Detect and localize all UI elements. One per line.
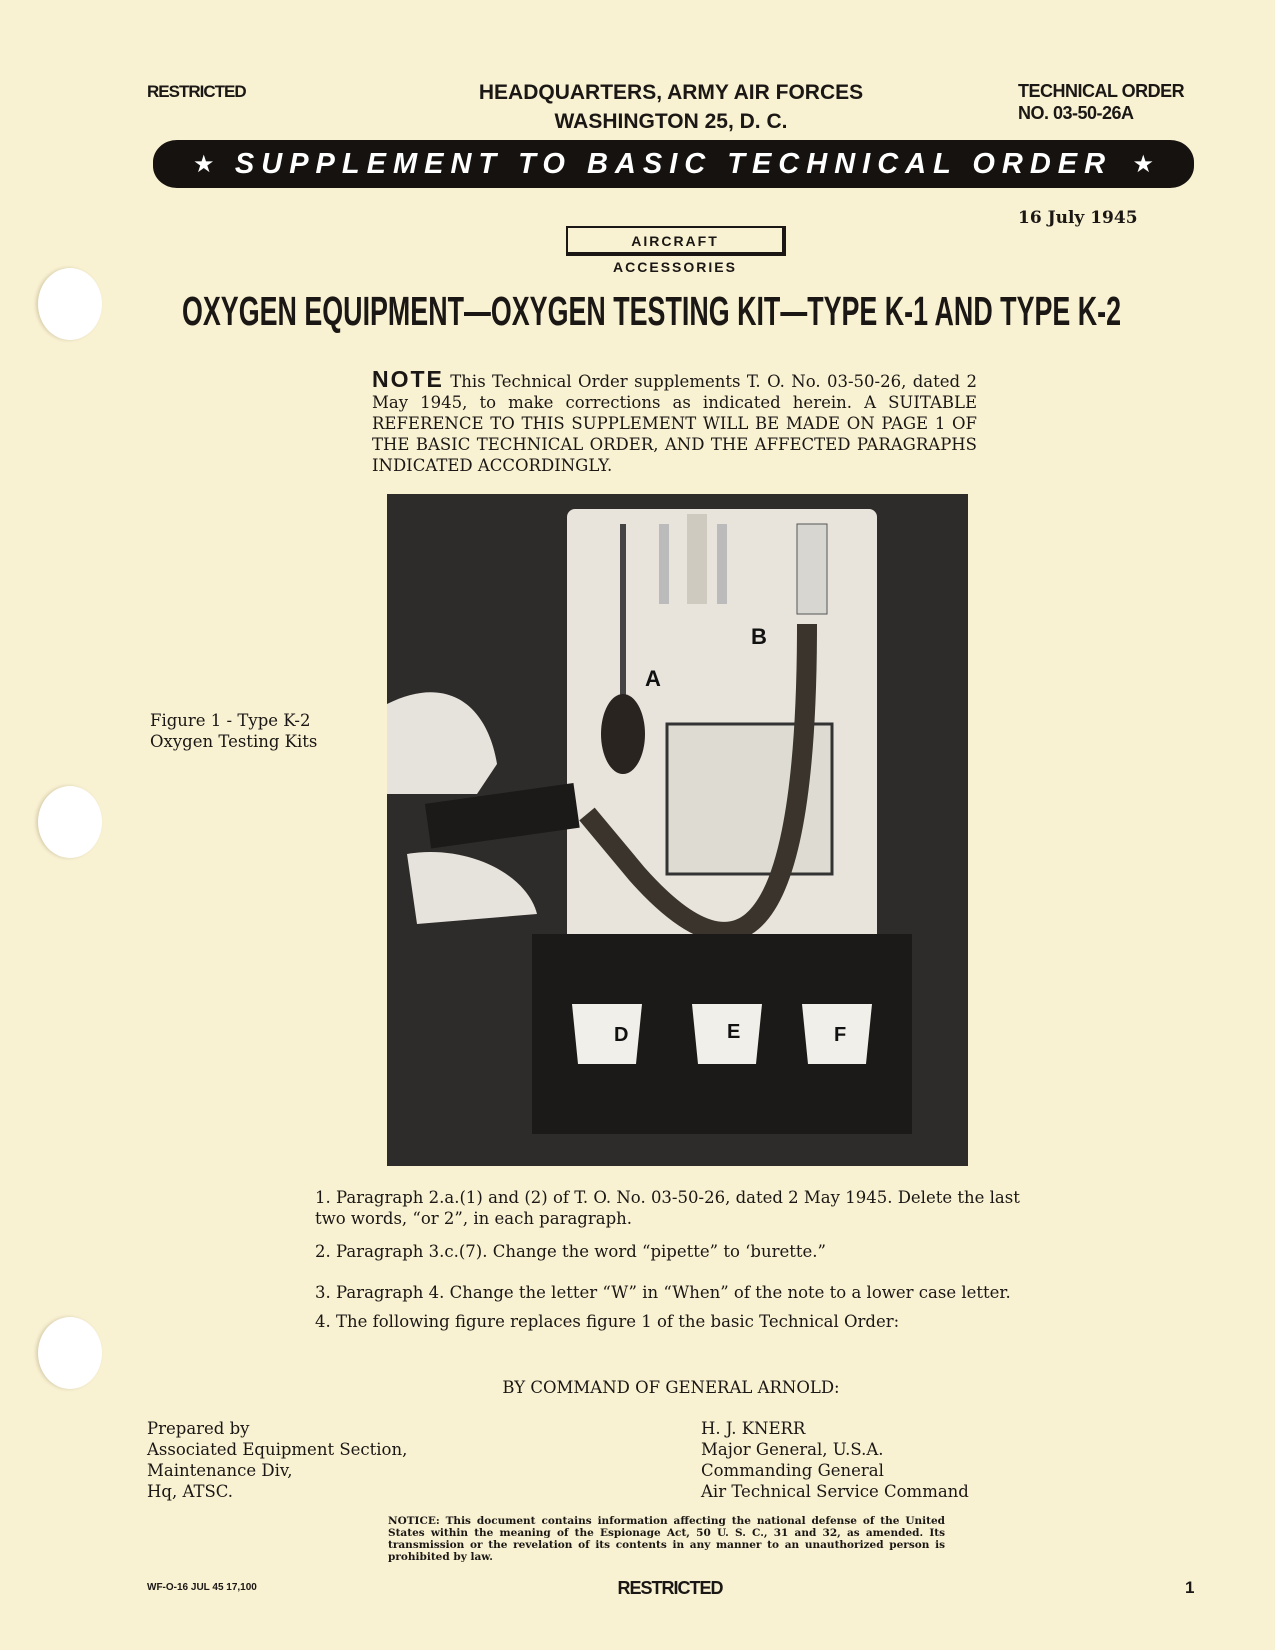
security-notice: NOTICE: This document contains information affecting the national defense of the United States within the meaning of the Espionage Act, 50 U. S. C., 31 and 32, as amended. Its transmission or the revelation of its contents in any manner to an unauthorized person is prohibited by law.	[388, 1515, 945, 1563]
restricted-footer: RESTRICTED	[617, 1578, 723, 1598]
print-code: WF-O-16 JUL 45 17,100	[147, 1582, 257, 1593]
list-item: 2. Paragraph 3.c.(7). Change the word “pipette” to ‘burette.”	[315, 1242, 826, 1261]
list-item: 3. Paragraph 4. Change the letter “W” in “When” of the note to a lower case letter.	[315, 1283, 1011, 1302]
page-number: 1	[1185, 1578, 1195, 1597]
caption-line1: Figure 1 - Type K-2	[150, 711, 311, 730]
figure-photo	[387, 494, 968, 1166]
supplement-banner	[153, 140, 1194, 188]
signature-block	[701, 1418, 969, 1502]
list-item: 1. Paragraph 2.a.(1) and (2) of T. O. No. 03-50-26, dated 2 May 1945. Delete the last two words, “or 2”, in each paragraph.	[315, 1188, 1020, 1228]
label-f: F	[834, 1024, 847, 1046]
corrections-list	[315, 1187, 1035, 1332]
restricted-header: RESTRICTED	[147, 82, 246, 101]
page-title	[182, 288, 1157, 335]
hq-line1: HEADQUARTERS, ARMY AIR FORCES	[478, 81, 864, 104]
caption-line2: Oxygen Testing Kits	[150, 732, 318, 751]
signature-line: Air Technical Service Command	[701, 1482, 969, 1501]
note-paragraph	[372, 366, 977, 476]
technical-order-number	[1018, 80, 1184, 124]
punch-hole	[38, 268, 102, 340]
label-a: A	[645, 666, 661, 691]
title-text: OXYGEN EQUIPMENT—OXYGEN TESTING KIT—TYPE K-1 AND TYPE K-2	[182, 288, 1122, 334]
label-b: B	[751, 624, 767, 649]
star-icon: ★	[193, 150, 215, 178]
star-icon: ★	[1132, 150, 1154, 178]
hq-line2: WASHINGTON 25, D. C.	[554, 110, 788, 133]
note-label: NOTE	[372, 366, 444, 392]
list-item: 4. The following figure replaces figure 1 of the basic Technical Order:	[315, 1312, 900, 1331]
note-text: This Technical Order supplements T. O. No. 03-50-26, dated 2 May 1945, to make corrections as indicated herein. A SUITABLE REFERENCE TO THIS SUPPLEMENT WILL BE MADE ON PAGE 1 OF THE BASIC TECHNICAL ORDER, AND THE AFFECTED PARAGRAPHS INDICATED ACCORDINGLY.	[372, 372, 977, 475]
command-line: BY COMMAND OF GENERAL ARNOLD:	[502, 1378, 840, 1397]
date: 16 July 1945	[1018, 208, 1138, 228]
to-line1: TECHNICAL ORDER	[1018, 81, 1185, 101]
signature-line: H. J. KNERR	[701, 1419, 806, 1438]
label-e: E	[727, 1021, 741, 1043]
prepared-line: Hq, ATSC.	[147, 1482, 234, 1501]
signature-line: Commanding General	[701, 1461, 884, 1480]
headquarters-block	[420, 78, 922, 136]
prepared-by	[147, 1418, 407, 1502]
punch-hole	[38, 1317, 102, 1389]
punch-hole	[38, 786, 102, 858]
figure-caption	[150, 710, 317, 752]
prepared-line: Prepared by	[147, 1419, 250, 1438]
banner-text: SUPPLEMENT TO BASIC TECHNICAL ORDER	[234, 147, 1113, 180]
prepared-line: Associated Equipment Section,	[147, 1440, 408, 1459]
category-box: AIRCRAFT ACCESSORIES	[566, 226, 786, 256]
label-d: D	[614, 1024, 629, 1046]
signature-line: Major General, U.S.A.	[701, 1440, 884, 1459]
prepared-line: Maintenance Div,	[147, 1461, 293, 1480]
to-line2: NO. 03-50-26A	[1018, 103, 1134, 123]
